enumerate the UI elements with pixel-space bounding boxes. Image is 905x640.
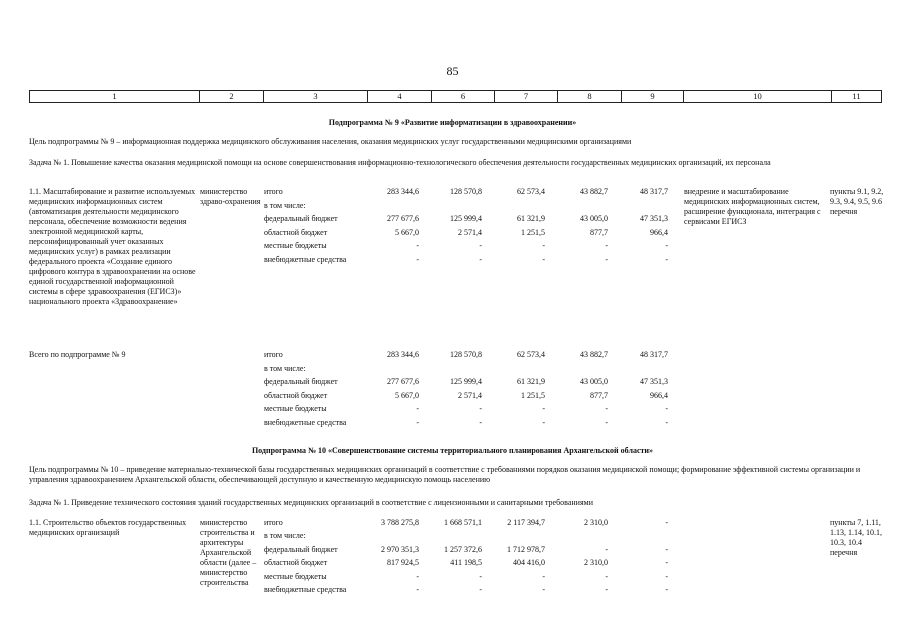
finance-value: 5 667,0 (395, 390, 419, 400)
finance-value: 43 005,0 (580, 377, 608, 387)
finance-value: - (479, 418, 482, 427)
finance-value: 3 788 275,8 (381, 518, 419, 527)
measure-9-1-name: 1.1. Масштабирование и развитие используемых медицинских информационных систем (автоматизация деятельности медицинского персонала, обеспечение возможности ведения электронной медицинской карты, персонифицированный учет оказанных медицинских услуг) в рамках реализации федерального проекта «Создание единого цифрового контура в здравоохранении на основе единой государственной информационной системы в сфере здравоохранения (ЕГИСЗ)» национального проекта «Здравоохранение» (29, 187, 196, 306)
finance-value: - (416, 418, 419, 427)
finance-value: 411 198,5 (450, 558, 482, 568)
finance-value: 47 351,3 (640, 214, 668, 224)
finance-value: 404 416,0 (513, 558, 545, 568)
finance-value: 2 310,0 (584, 558, 608, 568)
header-cell: 4 (368, 91, 432, 103)
finance-value: 125 999,4 (450, 377, 482, 387)
finance-value: - (605, 255, 608, 264)
header-cell: 7 (495, 91, 558, 103)
subprogram-10-title: Подпрограмма № 10 «Совершенствование системы территориального планирования Архангельской области» (251, 446, 654, 455)
finance-value: - (665, 558, 668, 568)
finance-source-label: внебюджетные средства (264, 418, 347, 427)
finance-value: 1 712 978,7 (507, 544, 545, 554)
finance-value: - (665, 255, 668, 264)
finance-value: - (416, 571, 419, 581)
finance-value: - (665, 241, 668, 251)
finance-source-label: федеральный бюджет (264, 544, 338, 554)
finance-source-label: внебюджетные средства (264, 255, 347, 264)
finance-value: - (665, 571, 668, 581)
subprogram-10-task: Задача № 1. Приведение технического состояния зданий государственных медицинских организаций в соответствие с лицензионными и санитарными требованиями (29, 498, 593, 507)
finance-source-label: областной бюджет (264, 390, 328, 400)
finance-value: 2 310,0 (584, 518, 608, 527)
finance-value: - (605, 544, 608, 554)
finance-source-label: федеральный бюджет (264, 377, 338, 387)
finance-value: 128 570,8 (450, 187, 482, 196)
finance-source-label: областной бюджет (264, 558, 328, 568)
finance-value: 277 677,6 (387, 377, 419, 387)
finance-value: - (542, 255, 545, 264)
finance-value: - (665, 544, 668, 554)
subprogram-10-goal: Цель подпрограммы № 10 – приведение материально-технической базы государственных медицинских организаций в соответствие с требованиями порядков оказания медицинской помощи; формирование эффективной системы организации и управления здравоохранением Архангельской области, обеспечивающей доступную и качественную медицинскую помощь населению (29, 465, 861, 484)
finance-value: 2 117 394,7 (507, 518, 545, 527)
header-cell: 6 (432, 91, 495, 103)
finance-source-label: итого (264, 518, 283, 527)
measure-10-1-name: 1.1. Строительство объектов государственных медицинских организаций (29, 518, 187, 537)
header-cell: 2 (200, 91, 264, 103)
finance-value: - (479, 241, 482, 251)
finance-value: 128 570,8 (450, 350, 482, 359)
finance-source-label: внебюджетные средства (264, 585, 347, 594)
header-cell: 3 (264, 91, 368, 103)
finance-value: 62 573,4 (517, 350, 545, 359)
finance-value: 125 999,4 (450, 214, 482, 224)
finance-value: 1 668 571,1 (444, 518, 482, 527)
measure-9-1-link: пункты 9.1, 9.2, 9.3, 9.4, 9.5, 9.6 перечня (830, 187, 884, 216)
finance-source-label: в том числе: (264, 200, 306, 210)
finance-value: - (479, 571, 482, 581)
finance-value: 1 257 372,6 (444, 544, 482, 554)
finance-value: - (605, 404, 608, 414)
finance-source-label: местные бюджеты (264, 404, 327, 414)
finance-value: - (665, 404, 668, 414)
finance-value: 966,4 (650, 227, 668, 237)
finance-value: - (479, 585, 482, 594)
finance-value: 5 667,0 (395, 227, 419, 237)
header-cell: 9 (622, 91, 684, 103)
finance-value: 62 573,4 (517, 187, 545, 196)
subprogram-9-title: Подпрограмма № 9 «Развитие информатизации в здравоохранении» (328, 118, 577, 127)
header-cell: 1 (30, 91, 200, 103)
finance-source-label: в том числе: (264, 531, 306, 541)
finance-value: - (479, 404, 482, 414)
finance-value: - (542, 404, 545, 414)
finance-value: 61 321,9 (517, 377, 545, 387)
subprogram-9-task: Задача № 1. Повышение качества оказания медицинской помощи на основе совершенствования информационно-технологического обеспечения деятельности государственных медицинских организаций, их персонала (29, 158, 771, 167)
header-cell: 10 (684, 91, 832, 103)
finance-value: 48 317,7 (640, 187, 668, 196)
finance-value: 47 351,3 (640, 377, 668, 387)
finance-value: - (416, 404, 419, 414)
finance-source-label: итого (264, 187, 283, 196)
subprogram-9-goal: Цель подпрограммы № 9 – информационная поддержка медицинского обслуживания населения, оказания медицинских услуг государственными медицинскими организациями (29, 137, 632, 146)
finance-value: - (605, 585, 608, 594)
finance-value: 877,7 (590, 227, 608, 237)
finance-value: - (665, 585, 668, 594)
finance-value: - (416, 585, 419, 594)
measure-9-1-executor: министерство здраво-охранения (200, 187, 261, 206)
finance-value: 1 251,5 (521, 390, 545, 400)
measure-10-1-executor: министерство строительства и архитектуры Архангельской области (далее – министерство строительства (200, 518, 257, 587)
finance-source-label: областной бюджет (264, 227, 328, 237)
finance-value: - (542, 585, 545, 594)
finance-source-label: в том числе: (264, 363, 306, 373)
page-number: 85 (446, 64, 459, 78)
finance-value: 1 251,5 (521, 227, 545, 237)
measure-9-1-result: внедрение и масштабирование медицинских информационных систем, расширение функционала, интеграция с сервисами ЕГИСЗ (684, 187, 821, 226)
finance-value: - (605, 571, 608, 581)
finance-value: 43 882,7 (580, 350, 608, 359)
finance-value: - (542, 418, 545, 427)
measure-10-1-link: пункты 7, 1.11, 1.13, 1.14, 10.1, 10.3, 10.4 перечня (830, 518, 882, 557)
finance-value: - (665, 418, 668, 427)
column-number-header (29, 90, 882, 103)
finance-value: - (605, 241, 608, 251)
finance-source-label: итого (264, 350, 283, 359)
finance-value: 48 317,7 (640, 350, 668, 359)
header-cell: 11 (832, 91, 882, 103)
finance-value: 877,7 (590, 390, 608, 400)
finance-value: 966,4 (650, 390, 668, 400)
finance-value: 43 005,0 (580, 214, 608, 224)
finance-value: - (665, 518, 668, 527)
finance-value: 2 970 351,3 (381, 544, 419, 554)
finance-value: 2 571,4 (458, 227, 482, 237)
finance-value: - (416, 241, 419, 251)
finance-value: - (479, 255, 482, 264)
finance-value: 283 344,6 (387, 187, 419, 196)
finance-value: 817 924,5 (387, 558, 419, 568)
finance-value: - (605, 418, 608, 427)
finance-source-label: местные бюджеты (264, 241, 327, 251)
finance-value: - (542, 571, 545, 581)
finance-source-label: федеральный бюджет (264, 214, 338, 224)
finance-value: 2 571,4 (458, 390, 482, 400)
header-cell: 8 (558, 91, 622, 103)
finance-value: 61 321,9 (517, 214, 545, 224)
finance-value: 283 344,6 (387, 350, 419, 359)
finance-value: 277 677,6 (387, 214, 419, 224)
finance-value: - (542, 241, 545, 251)
subprogram-9-total-name: Всего по подпрограмме № 9 (29, 350, 126, 359)
finance-value: 43 882,7 (580, 187, 608, 196)
finance-source-label: местные бюджеты (264, 571, 327, 581)
finance-value: - (416, 255, 419, 264)
